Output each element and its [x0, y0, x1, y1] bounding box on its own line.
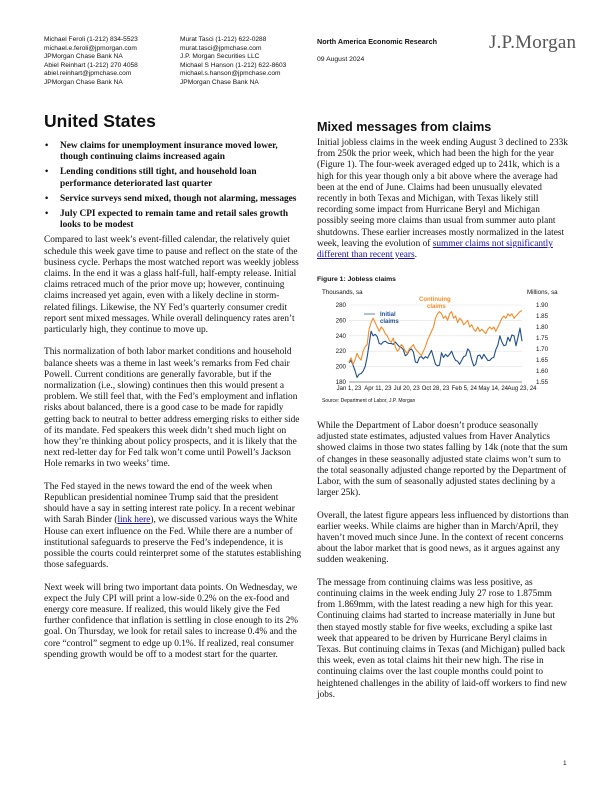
right-tick-label: 1.75 [536, 335, 549, 342]
right-body-bottom [317, 421, 570, 701]
key-point [44, 167, 304, 189]
contact-email[interactable]: michael.s.hanson@jpmchase.com [180, 70, 281, 78]
left-tick-label: 280 [335, 302, 346, 309]
bullet-dot-icon: • [45, 167, 49, 178]
figure-source: Source: Department of Labor, J.P. Morgan [322, 398, 416, 404]
jpmorgan-logo: J.P.Morgan [489, 32, 577, 53]
contact-firm: JPMorgan Chase Bank NA [44, 53, 123, 61]
paragraph: This normalization of both labor market conditions and household balance sheets was a theme in last week’s remarks from Fed chair Powell. Current conditions are generally favorable, but if the normalization (i.e., slowing) continues then this would present a problem. We still feel that, with the Fed’s employment and inflation risks about balanced, there is a good case to be made for rapidly getting back to neutral to better address emerging risks to either side of its mandate. Fed speakers this week didn’t shed much light on how they’re thinking about policy prospects, and it is likely that the next red-letter day for Fed talk won’t come until Powell’s Jackson Hole remarks in two weeks’ time. [44, 347, 300, 470]
x-tick-label: Aug 23, 24 [507, 386, 537, 392]
right-axis-label: Millions, sa [527, 289, 558, 296]
left-tick-label: 200 [335, 363, 346, 371]
contact-block-2 [180, 36, 312, 88]
right-body-top [317, 138, 570, 261]
report-title: North America Economic Research [317, 37, 437, 46]
page-number: 1 [563, 760, 567, 767]
right-tick-label: 1.60 [536, 368, 549, 375]
x-tick-label: May 14, 24 [478, 386, 509, 392]
right-tick-label: 1.55 [536, 379, 549, 386]
right-column-bottom [317, 421, 570, 712]
paragraph: Next week will bring two important data points. On Wednesday, we expect the July CPI will print a low-side 0.2% on the ex-food and energy core measure. If realized, this would likely give the Fed further confidence that inflation is settling in close enough to its 2% goal. On Thursday, we look for retail sales to increase 0.4% and the core “control” segment to edge up 0.1%. If realized, real consumer spending growth would be off to a modest start for the quarter. [44, 582, 299, 660]
contact-name: Abiel Reinhart (1-212) 270 4058 [44, 61, 138, 69]
left-tick-label: 180 [335, 379, 346, 386]
continuing-claims-annotation-2: claims [427, 304, 446, 310]
left-tick-label: 220 [335, 348, 346, 356]
key-point [44, 209, 304, 231]
paragraph-text: ), we discussed various ways the White House can exert influence on the Fed. While there are a number of institutional safeguards to preserve the Fed’s independence, it is possible the courts could reinterpret some of the statutes establishing those safeguards. [44, 515, 302, 571]
right-tick-label: 1.80 [536, 324, 549, 331]
contact-firm: JPMorgan Chase Bank NA [44, 78, 123, 86]
contact-firm: J.P. Morgan Securities LLC [180, 53, 260, 61]
report-date: 09 August 2024 [317, 56, 365, 63]
x-tick-label: Apr 11, 23 [364, 386, 392, 392]
x-tick-label: Jan 1, 23 [336, 386, 362, 392]
section-heading-united-states: United States [44, 111, 156, 131]
contact-email[interactable]: abiel.reinhart@jpmchase.com [44, 70, 132, 78]
key-point [44, 194, 304, 205]
initial-claims-annotation: Initial [380, 312, 396, 318]
summer-claims-link[interactable]: summer claims not significantly different than recent years [317, 238, 553, 261]
contact-email[interactable]: michael.e.feroli@jpmorgan.com [44, 44, 137, 52]
right-tick-label: 1.70 [536, 346, 549, 353]
paragraph [44, 482, 304, 572]
contact-firm: JPMorgan Chase Bank NA [180, 78, 259, 86]
contact-email[interactable]: murat.tasci@jpmchase.com [180, 44, 262, 52]
figure-jobless-claims [317, 276, 577, 408]
x-tick-label: Feb 5, 24 [451, 386, 478, 392]
left-tick-label: 240 [335, 332, 346, 340]
right-tick-label: 1.65 [536, 357, 549, 364]
x-tick-label: Jul 20, 23 [393, 386, 420, 392]
bullet-dot-icon: • [45, 141, 49, 151]
x-tick-label: Oct 28, 23 [421, 386, 450, 392]
initial-claims-annotation-2: claims [380, 319, 399, 325]
key-point [44, 141, 304, 163]
initial-claims-line [349, 328, 522, 377]
figure-title: Figure 1: Jobless claims [317, 276, 396, 283]
right-tick-label: 1.90 [536, 302, 549, 309]
left-tick-label: 260 [335, 317, 346, 325]
paragraph: While the Department of Labor doesn’t produce seasonally adjusted state estimates, adjusted values from Haver Analytics showed claims in those two states falling by 14k (note that the sum of changes in these seasonally adjusted state claims won’t sum to the total seasonally adjusted change reported by the Department of Labor, with the sum of seasonally adjusted states declining by a larger 25k). [317, 421, 568, 499]
paragraph [317, 138, 570, 261]
paragraph: Overall, the latest figure appears less influenced by distortions than earlier weeks. While claims are higher than in March/April, they haven’t moved much since June. In the context of recent concerns about the labor market that is good news, as it argues against any sudden weakening. [317, 510, 569, 566]
contact-block-1 [44, 36, 169, 88]
bullet-dot-icon: • [45, 209, 49, 220]
right-tick-label: 1.85 [536, 313, 549, 320]
paragraph-text: . [414, 250, 417, 261]
contact-name: Murat Tasci (1-212) 622-0288 [180, 36, 267, 43]
key-point-text: Lending conditions still tight, and household loan performance deteriorated last quarter [60, 167, 257, 189]
jobless-claims-chart [317, 285, 577, 403]
section-heading-mixed-messages: Mixed messages from claims [317, 120, 492, 134]
right-column [317, 120, 570, 272]
paragraph-text: Initial jobless claims in the week ending August 3 declined to 233k from 250k the prior week, which had been the high for the year (Figure 1). The four-week averaged edged up to 241k, which is a high for this year though only a bit above where the average had been at the end of June. Claims had been unusually elevated recently in both Texas and Michigan, with Texas likely still recording some impact from Hurricane Beryl and Michigan possibly seeing more claims than usual from summer auto plant shutdowns. These earlier increases mostly normalized in the latest week, leaving the evolution of [317, 138, 568, 249]
key-points-list [44, 141, 304, 231]
key-point-text: New claims for unemployment insurance moved lower, though continuing claims increased again [60, 141, 278, 163]
continuing-claims-annotation: Continuing [419, 297, 451, 303]
key-point-text: Service surveys send mixed, though not alarming, messages [60, 193, 297, 204]
key-point-text: July CPI expected to remain tame and retail sales growth looks to be modest [60, 209, 289, 231]
left-column [44, 111, 304, 672]
contact-name: Michael S Hanson (1-212) 622-8603 [180, 61, 287, 69]
continuing-claims-line [349, 311, 522, 365]
paragraph-text: The Fed stayed in the news toward the end of the week when Republican presidential nominee Trump said that the president should have a say in setting interest rate policy. In a recent webinar with Sarah Binder ( [44, 481, 295, 526]
left-axis-label: Thousands, sa [322, 289, 363, 296]
paragraph: The message from continuing claims was less positive, as continuing claims in the week ending July 27 rose to 1.875mm from 1.869mm, with the latest reading a new high for this year. Continuing claims had started to increase materially in June but then stayed mostly stable for five weeks, excluding a spike last week that appeared to be driven by Hurricane Beryl claims in Texas. But continuing claims in Texas (and Michigan) pulled back this week, even as total claims hit their new high. The rise in continuing claims over the last couple months could point to heightened challenges in the ability of laid-off workers to find new jobs. [317, 577, 567, 700]
webinar-link[interactable]: link here [117, 515, 151, 526]
paragraph: Compared to last week’s event-filled calendar, the relatively quiet schedule this week gave time to pause and reflect on the state of the business cycle. Perhaps the most watched report was weekly jobless claims. In the end it was a glass half-full, half-empty release. Initial claims retraced much of the prior move up; however, continuing claims increased yet again, even with a likely decline in storm-related filings. Likewise, the NY Fed’s quarterly consumer credit report sent mixed messages. While overall delinquency rates aren’t particularly high, they continue to move up. [44, 235, 299, 336]
bullet-dot-icon: • [45, 193, 49, 204]
contact-name: Michael Feroli (1-212) 834-5523 [44, 36, 138, 43]
left-body [44, 235, 304, 661]
